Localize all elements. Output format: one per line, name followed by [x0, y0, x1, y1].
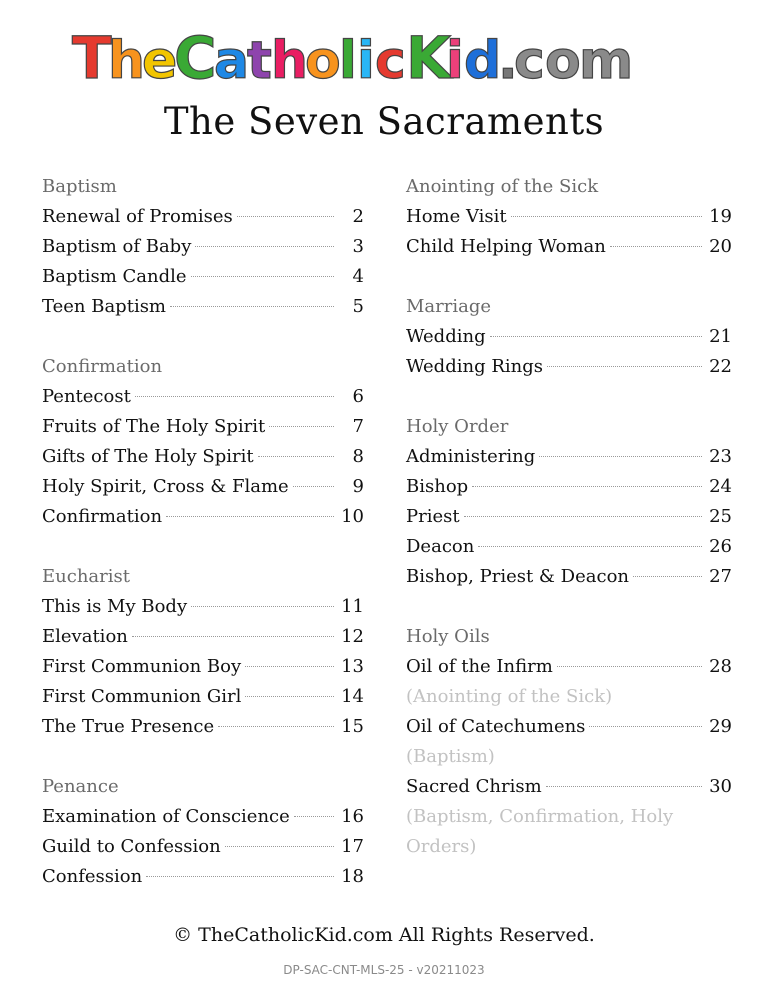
logo-letter: c: [514, 31, 545, 88]
toc-entry: [42, 202, 364, 232]
entry-note: (Baptism, Confirmation, Holy Orders): [406, 806, 674, 857]
toc-entry: [406, 232, 732, 262]
section-heading: Confirmation: [42, 356, 163, 377]
toc-entry: [406, 502, 732, 532]
page-number: 20: [709, 236, 732, 257]
entry-label: Confirmation: [42, 506, 163, 527]
toc-section: [406, 292, 732, 382]
entry-note: (Anointing of the Sick): [406, 686, 613, 707]
entry-label: Pentecost: [42, 386, 131, 407]
toc-left-column: [42, 172, 364, 922]
toc-section: [406, 412, 732, 592]
entry-label: First Communion Girl: [42, 686, 242, 707]
page-title: The Seven Sacraments: [163, 100, 605, 143]
dot-leader: [547, 366, 702, 367]
page-number: 29: [709, 716, 732, 737]
toc-entry: [42, 862, 364, 892]
page-number: 30: [709, 776, 732, 797]
entry-label: Confession: [42, 866, 143, 887]
page-number: 23: [709, 446, 732, 467]
dot-leader: [218, 726, 334, 727]
logo-letter: K: [406, 24, 451, 88]
logo-letter: t: [247, 31, 272, 88]
dot-leader: [191, 606, 334, 607]
page-number: 17: [341, 836, 364, 857]
entry-label: Wedding: [406, 326, 486, 347]
toc-entry: [406, 532, 732, 562]
dot-leader: [132, 636, 334, 637]
toc-section: [42, 772, 364, 892]
toc-entry: [42, 712, 364, 742]
toc-entry: [42, 472, 364, 502]
dot-leader: [170, 306, 334, 307]
toc-section: [42, 562, 364, 742]
page-number: 18: [341, 866, 364, 887]
entry-label: Teen Baptism: [42, 296, 167, 317]
dot-leader: [464, 516, 702, 517]
entry-label: This is My Body: [42, 596, 188, 617]
logo-letter: m: [579, 31, 634, 88]
logo-letter: c: [375, 31, 406, 88]
site-logo: [70, 24, 698, 88]
dot-leader: [237, 216, 334, 217]
page-number: 26: [709, 536, 732, 557]
page-number: 24: [709, 476, 732, 497]
logo-letter: a: [214, 31, 250, 88]
logo-letter: o: [305, 31, 341, 88]
toc-entry: [42, 412, 364, 442]
page-number: 6: [352, 386, 364, 407]
entry-label: The True Presence: [42, 716, 215, 737]
dot-leader: [610, 246, 702, 247]
page-number: 4: [352, 266, 364, 287]
toc-entry: [42, 232, 364, 262]
toc-right-column: [406, 172, 732, 892]
logo-letter: h: [271, 31, 309, 88]
page-number: 13: [341, 656, 364, 677]
toc-entry: [42, 802, 364, 832]
entry-label: Bishop: [406, 476, 469, 497]
section-heading: Eucharist: [42, 566, 130, 587]
entry-label: Child Helping Woman: [406, 236, 606, 257]
entry-label: Gifts of The Holy Spirit: [42, 446, 254, 467]
toc-entry: [42, 382, 364, 412]
logo-letter: C: [174, 24, 217, 88]
dot-leader: [557, 666, 702, 667]
page-number: 9: [352, 476, 364, 497]
page-number: 27: [709, 566, 732, 587]
logo-letter: h: [108, 31, 146, 88]
toc-entry: [406, 442, 732, 472]
dot-leader: [245, 696, 334, 697]
entry-label: Sacred Chrism: [406, 776, 542, 797]
logo-letter: T: [72, 24, 112, 88]
section-heading: Penance: [42, 776, 119, 797]
section-heading: Holy Order: [406, 416, 509, 437]
page-number: 14: [341, 686, 364, 707]
dot-leader: [294, 816, 334, 817]
logo-letter: i: [357, 31, 375, 88]
dot-leader: [490, 336, 702, 337]
toc-section: [42, 172, 364, 322]
entry-label: Bishop, Priest & Deacon: [406, 566, 630, 587]
dot-leader: [146, 876, 334, 877]
page-number: 25: [709, 506, 732, 527]
toc-entry: [406, 322, 732, 352]
page-number: 8: [352, 446, 364, 467]
toc-entry: [42, 292, 364, 322]
dot-leader: [225, 846, 334, 847]
dot-leader: [245, 666, 334, 667]
toc-entry: [42, 592, 364, 622]
logo-letter: d: [464, 31, 502, 88]
dot-leader: [258, 456, 334, 457]
logo-letter: i: [446, 31, 464, 88]
toc-section: [406, 172, 732, 262]
entry-label: First Communion Boy: [42, 656, 242, 677]
dot-leader: [166, 516, 334, 517]
toc-entry: [406, 472, 732, 502]
page-number: 3: [352, 236, 364, 257]
entry-label: Guild to Confession: [42, 836, 221, 857]
dot-leader: [269, 426, 334, 427]
toc-entry: [406, 562, 732, 592]
entry-label: Oil of Catechumens: [406, 716, 586, 737]
entry-label: Baptism Candle: [42, 266, 187, 287]
toc-entry: [42, 442, 364, 472]
page-number: 5: [352, 296, 364, 317]
page-number: 7: [352, 416, 364, 437]
entry-label: Wedding Rings: [406, 356, 543, 377]
section-heading: Anointing of the Sick: [406, 176, 599, 197]
logo-letter: e: [142, 31, 178, 88]
page-number: 12: [341, 626, 364, 647]
dot-leader: [478, 546, 702, 547]
page-number: 2: [352, 206, 364, 227]
copyright-footer: © TheCatholicKid.com All Rights Reserved.: [173, 924, 595, 946]
page-number: 19: [709, 206, 732, 227]
toc-entry: [42, 622, 364, 652]
section-heading: Holy Oils: [406, 626, 490, 647]
dot-leader: [293, 486, 334, 487]
logo-letter: .: [498, 31, 518, 88]
section-heading: Baptism: [42, 176, 117, 197]
dot-leader: [511, 216, 702, 217]
page-number: 21: [709, 326, 732, 347]
entry-label: Examination of Conscience: [42, 806, 290, 827]
toc-entry: [406, 652, 732, 682]
dot-leader: [135, 396, 334, 397]
toc-entry: [42, 682, 364, 712]
toc-section: [406, 622, 732, 862]
entry-label: Priest: [406, 506, 460, 527]
toc-entry: [42, 832, 364, 862]
entry-label: Elevation: [42, 626, 128, 647]
toc-entry: [406, 772, 732, 802]
entry-label: Renewal of Promises: [42, 206, 233, 227]
toc-entry: [406, 202, 732, 232]
section-heading: Marriage: [406, 296, 492, 317]
entry-note: (Baptism): [406, 746, 495, 767]
dot-leader: [633, 576, 702, 577]
entry-label: Baptism of Baby: [42, 236, 192, 257]
dot-leader: [191, 276, 334, 277]
toc-entry: [42, 652, 364, 682]
page-number: 22: [709, 356, 732, 377]
toc-entry: [406, 352, 732, 382]
entry-label: Fruits of The Holy Spirit: [42, 416, 266, 437]
entry-label: Holy Spirit, Cross & Flame: [42, 476, 289, 497]
toc-entry: [42, 262, 364, 292]
page-number: 10: [341, 506, 364, 527]
page-number: 15: [341, 716, 364, 737]
entry-label: Oil of the Infirm: [406, 656, 553, 677]
entry-label: Home Visit: [406, 206, 507, 227]
dot-leader: [546, 786, 702, 787]
document-code: DP-SAC-CNT-MLS-25 - v20211023: [283, 963, 485, 977]
logo-letter: o: [545, 31, 581, 88]
entry-label: Deacon: [406, 536, 475, 557]
page-number: 28: [709, 656, 732, 677]
toc-entry: [406, 712, 732, 742]
dot-leader: [589, 726, 702, 727]
dot-leader: [472, 486, 702, 487]
dot-leader: [195, 246, 334, 247]
toc-entry: [42, 502, 364, 532]
logo-letter: l: [339, 31, 357, 88]
toc-section: [42, 352, 364, 532]
entry-label: Administering: [406, 446, 536, 467]
page-number: 11: [341, 596, 364, 617]
dot-leader: [539, 456, 702, 457]
page-number: 16: [341, 806, 364, 827]
